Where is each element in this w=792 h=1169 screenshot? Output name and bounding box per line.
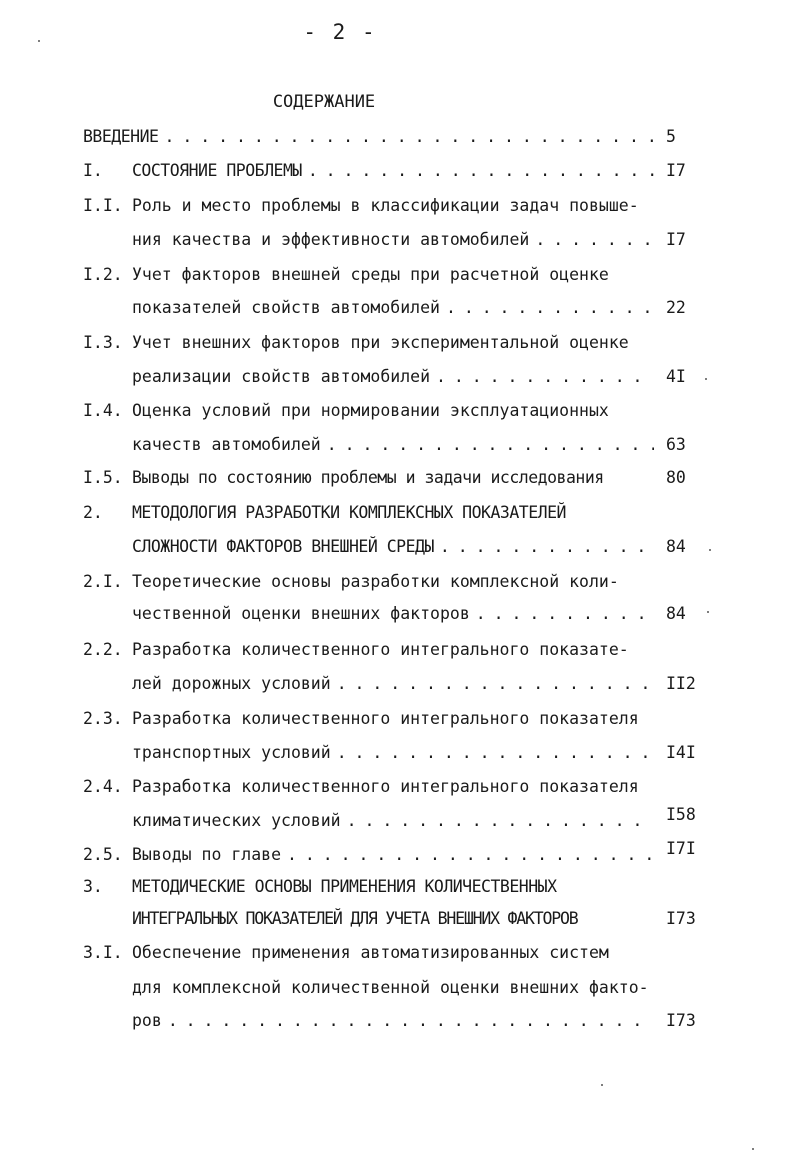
toc-page-number: 80	[666, 468, 686, 487]
toc-entry-line	[132, 364, 660, 390]
dot-leader	[308, 158, 654, 184]
toc-entry-text: МЕТОДИЧЕСКИЕ ОСНОВЫ ПРИМЕНЕНИЯ КОЛИЧЕСТВЕННЫХ	[132, 877, 557, 896]
toc-entry-number: 3.	[83, 877, 103, 896]
toc-entry-line	[132, 906, 672, 932]
dot-leader	[287, 842, 654, 868]
toc-entry-number: 2.3.	[83, 709, 123, 728]
toc-page-number: I4I	[666, 743, 696, 762]
toc-entry-line	[132, 295, 660, 321]
scan-speck	[707, 611, 709, 613]
toc-entry-number: I.I.	[83, 196, 123, 215]
toc-page-number: 84	[666, 604, 686, 623]
toc-entry-text: Выводы по главе	[132, 845, 282, 864]
toc-entry-text: реализации свойств автомобилей	[132, 367, 431, 386]
scan-speck	[705, 378, 707, 380]
toc-entry-line	[132, 842, 660, 868]
toc-page-number: I7I	[666, 839, 696, 858]
toc-entry-line	[132, 193, 692, 219]
toc-entry-line	[132, 601, 660, 627]
toc-page-number: 22	[666, 298, 686, 317]
toc-page-number: I58	[666, 805, 696, 824]
toc-entry-text: качеств автомобилей	[132, 435, 321, 454]
toc-page-number: I7	[666, 230, 686, 249]
toc-title: СОДЕРЖАНИЕ	[272, 92, 376, 112]
toc-entry-number: I.	[83, 161, 103, 180]
toc-entry-number: 2.4.	[83, 777, 123, 796]
dot-leader	[535, 227, 654, 253]
toc-entry-line	[132, 808, 660, 834]
toc-page-number: 84	[666, 537, 686, 556]
scan-speck	[709, 549, 711, 551]
toc-entry-text: Теоретические основы разработки комплексной коли-	[132, 572, 619, 591]
toc-entry-text: показателей свойств автомобилей	[132, 298, 440, 317]
toc-entry-line	[132, 874, 660, 900]
toc-entry-text: транспортных условий	[132, 743, 331, 762]
dot-leader	[327, 432, 654, 458]
toc-entry-number: I.3.	[83, 333, 123, 352]
toc-entry-text: чественной оценки внешних факторов	[132, 604, 470, 623]
toc-entry-text: лей дорожных условий	[132, 674, 331, 693]
scan-speck	[601, 1084, 603, 1086]
toc-entry-text: для комплексной количественной оценки внешних факто-	[132, 978, 649, 997]
toc-entry-number: 2.2.	[83, 640, 123, 659]
toc-entry-text: Учет внешних факторов при экспериментальной оценке	[132, 333, 629, 352]
toc-entry-intro	[83, 124, 660, 150]
toc-entry-chapter-1	[132, 158, 660, 184]
toc-entry-text: ВВЕДЕНИЕ	[83, 127, 159, 146]
toc-entry-text: СОСТОЯНИЕ ПРОБЛЕМЫ	[132, 161, 302, 180]
dot-leader	[440, 534, 654, 560]
toc-page-number: I73	[666, 1011, 696, 1030]
toc-entry-number: I.5.	[83, 468, 123, 487]
toc-entry-line	[132, 740, 660, 766]
toc-entry-line	[132, 534, 660, 560]
toc-entry-text: Обеспечение применения автоматизированных систем	[132, 943, 609, 962]
toc-entry-line	[132, 398, 660, 424]
dot-leader	[436, 364, 654, 390]
scan-speck	[38, 40, 40, 42]
toc-page-number: I73	[666, 909, 696, 928]
toc-entry-line	[132, 569, 672, 595]
toc-entry-number: I.2.	[83, 265, 123, 284]
toc-entry-line	[132, 940, 672, 966]
toc-entry-line	[132, 706, 672, 732]
toc-entry-number: 2.	[83, 503, 103, 522]
toc-entry-number: 2.5.	[83, 845, 123, 864]
toc-entry-line	[132, 637, 672, 663]
toc-entry-number: 3.I.	[83, 943, 123, 962]
dot-leader	[476, 601, 654, 627]
dot-leader	[168, 1008, 654, 1034]
toc-entry-number: I.4.	[83, 401, 123, 420]
toc-page-number: 4I	[666, 367, 686, 386]
page-number: - 2 -	[303, 20, 377, 44]
toc-entry-line	[132, 227, 660, 253]
toc-entry-line	[132, 975, 692, 1001]
toc-entry-text: ров	[132, 1011, 162, 1030]
toc-page-number: 5	[666, 127, 676, 146]
toc-page-number: 63	[666, 435, 686, 454]
toc-entry-text: Оценка условий при нормировании эксплуатационных	[132, 401, 609, 420]
toc-entry-line	[132, 774, 672, 800]
toc-entry-text: Разработка количественного интегрального показателя	[132, 709, 639, 728]
toc-entry-line	[132, 671, 660, 697]
toc-page-number: II2	[666, 674, 696, 693]
toc-entry-text: Учет факторов внешней среды при расчетной оценке	[132, 265, 609, 284]
toc-entry-text: Выводы по состоянию проблемы и задачи исследования	[132, 468, 604, 487]
toc-entry-line	[132, 465, 662, 491]
toc-entry-text: Роль и место проблемы в классификации задач повыше-	[132, 196, 639, 215]
dot-leader	[337, 740, 654, 766]
dot-leader	[337, 671, 654, 697]
toc-entry-line	[132, 1008, 660, 1034]
toc-entry-number: 2.I.	[83, 572, 123, 591]
toc-entry-text: МЕТОДОЛОГИЯ РАЗРАБОТКИ КОМПЛЕКСНЫХ ПОКАЗАТЕЛЕЙ	[132, 503, 566, 522]
scan-speck	[752, 1148, 754, 1150]
toc-entry-text: СЛОЖНОСТИ ФАКТОРОВ ВНЕШНЕЙ СРЕДЫ	[132, 537, 434, 556]
toc-page-number: I7	[666, 161, 686, 180]
toc-entry-text: ния качества и эффективности автомобилей	[132, 230, 530, 249]
toc-entry-text: ИНТЕГРАЛЬНЫХ ПОКАЗАТЕЛЕЙ ДЛЯ УЧЕТА ВНЕШНИХ ФАКТОРОВ	[132, 909, 578, 928]
toc-entry-line	[132, 500, 660, 526]
toc-entry-line	[132, 432, 660, 458]
dot-leader	[446, 295, 654, 321]
dot-leader	[164, 124, 654, 150]
toc-entry-line	[132, 330, 672, 356]
toc-entry-text: Разработка количественного интегрального показателя	[132, 777, 639, 796]
toc-entry-line	[132, 262, 660, 288]
dot-leader	[347, 808, 654, 834]
toc-entry-text: Разработка количественного интегрального показате-	[132, 640, 629, 659]
toc-entry-text: климатических условий	[132, 811, 341, 830]
